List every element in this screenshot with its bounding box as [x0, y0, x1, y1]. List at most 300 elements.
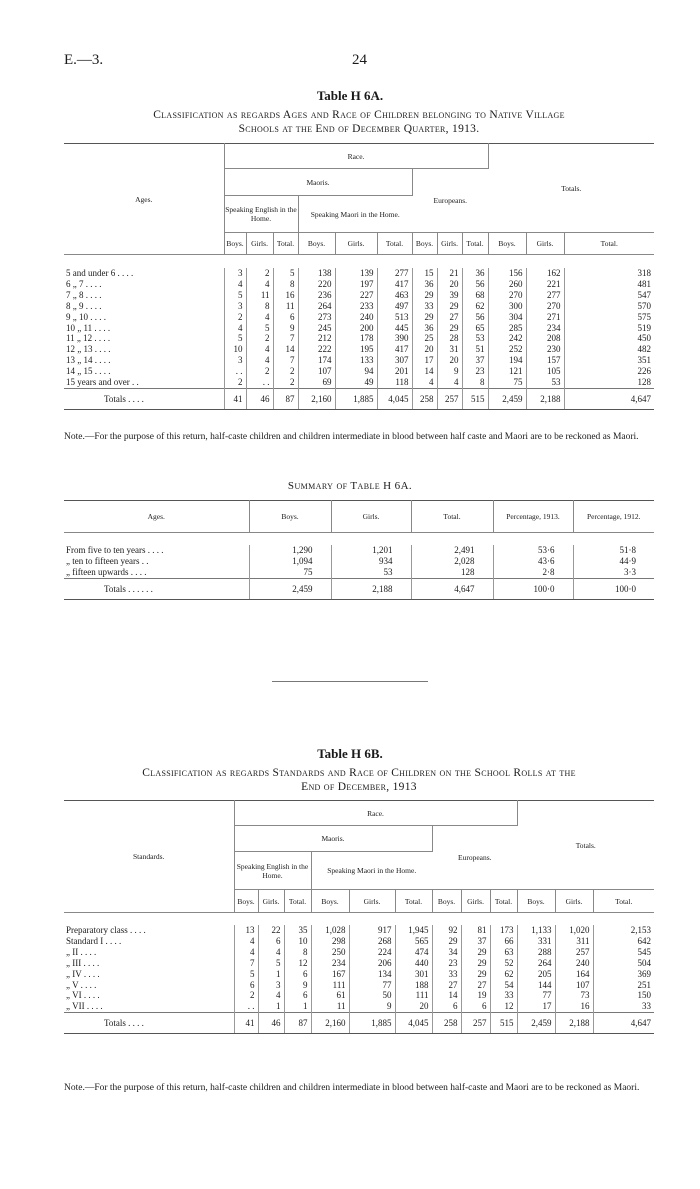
col-total: Total. — [395, 890, 432, 913]
table-cell: 37 — [462, 355, 488, 366]
table-cell: 2,153 — [630, 925, 651, 935]
totals-row — [64, 578, 654, 599]
table-cell: 5 — [273, 268, 298, 279]
row-label: „ VI . . . . — [64, 990, 234, 1001]
table-cell: 29 — [461, 958, 490, 969]
table-row — [64, 268, 654, 279]
table-cell: 73 — [555, 990, 593, 1001]
table-row — [64, 377, 654, 388]
table-cell: 4 — [246, 312, 273, 323]
table-cell: 4 — [258, 947, 284, 958]
table-cell: 65 — [462, 323, 488, 334]
table-cell: 9 — [284, 980, 311, 991]
col-race: Race. — [234, 801, 517, 826]
row-label: Standard I . . . . — [64, 936, 234, 947]
table-cell: 4 — [234, 947, 258, 958]
table-cell: 197 — [335, 279, 377, 290]
summary-title: Summary of Table H 6A. — [287, 480, 413, 492]
table-cell: 8 — [273, 279, 298, 290]
table-cell: 8 — [462, 377, 488, 388]
col-total: Total. — [411, 501, 493, 533]
table-cell: 34 — [432, 947, 461, 958]
table-cell: 1,945 — [395, 925, 432, 936]
table-cell: 133 — [335, 355, 377, 366]
table-cell: 5 — [224, 333, 246, 344]
page-header — [64, 52, 650, 72]
table-cell: 264 — [517, 958, 555, 969]
row-label: „ fifteen upwards . . . . — [64, 567, 249, 578]
summary-header — [64, 500, 654, 533]
col-girls: Girls. — [437, 233, 462, 255]
table-cell: 257 — [437, 388, 462, 409]
table-cell: 252 — [488, 344, 526, 355]
table-cell: 270 — [488, 290, 526, 301]
table-cell: 258 — [412, 388, 437, 409]
table-cell: 3 — [224, 355, 246, 366]
table-cell: 258 — [432, 1013, 461, 1034]
table-cell: 417 — [377, 344, 412, 355]
table-cell: 4 — [246, 355, 273, 366]
table-cell: 144 — [517, 980, 555, 991]
col-boys: Boys. — [234, 890, 258, 913]
row-label: Totals . . . . . . — [64, 578, 249, 599]
table-cell: 87 — [284, 1013, 311, 1034]
table-cell: 94 — [335, 366, 377, 377]
table-cell: 52 — [490, 958, 517, 969]
col-girls: Girls. — [331, 501, 411, 533]
row-label: 6 „ 7 . . . . — [64, 279, 224, 290]
table-cell: 10 — [284, 936, 311, 947]
table-cell: 174 — [298, 355, 335, 366]
table-cell: 178 — [335, 333, 377, 344]
table-cell: 29 — [437, 301, 462, 312]
table-cell: 56 — [462, 312, 488, 323]
table-cell: 233 — [335, 301, 377, 312]
table-cell: 4,647 — [411, 578, 493, 599]
table-cell: 212 — [298, 333, 335, 344]
row-label: 7 „ 8 . . . . — [64, 290, 224, 301]
table-cell: 230 — [526, 344, 564, 355]
table-cell: 36 — [462, 268, 488, 279]
table-cell: 22 — [258, 925, 284, 936]
table-cell: 257 — [555, 947, 593, 958]
table-row — [64, 545, 654, 556]
table-cell: 208 — [526, 333, 564, 344]
table-cell: 17 — [412, 355, 437, 366]
table-cell: . . — [234, 1001, 258, 1012]
table-cell: 917 — [349, 925, 395, 936]
table-cell: 4 — [234, 936, 258, 947]
table-cell: 14 — [432, 990, 461, 1001]
table-cell: 497 — [377, 301, 412, 312]
col-girls: Girls. — [526, 233, 564, 255]
table-cell: 2,491 — [411, 545, 493, 556]
table-cell: 138 — [298, 268, 335, 279]
table-cell: 301 — [395, 969, 432, 980]
table-cell: 16 — [273, 290, 298, 301]
table-cell: 118 — [377, 377, 412, 388]
table-cell: 234 — [526, 323, 564, 334]
table-cell: 369 — [637, 968, 651, 979]
table-row — [64, 355, 654, 366]
table-cell: 100·0 — [493, 578, 573, 599]
table-cell: 29 — [437, 323, 462, 334]
table-cell: 43·6 — [493, 556, 573, 567]
table-cell: 1,885 — [349, 1013, 395, 1034]
col-race: Race. — [224, 144, 488, 169]
table-cell: 29 — [432, 936, 461, 947]
table-cell: 164 — [555, 969, 593, 980]
table-cell: 260 — [488, 279, 526, 290]
table-cell: 188 — [395, 980, 432, 991]
col-speaking-maori: Speaking Maori in the Home. — [311, 852, 432, 890]
col-total: Total. — [377, 233, 412, 255]
table-row — [64, 333, 654, 344]
totals-row — [64, 388, 654, 409]
table-cell: 50 — [349, 990, 395, 1001]
row-label: 9 „ 10 . . . . — [64, 312, 224, 323]
row-label: „ VII . . . . — [64, 1001, 234, 1012]
table-cell: 162 — [526, 268, 564, 279]
table-row — [64, 1001, 654, 1012]
table-cell: 481 — [637, 278, 651, 289]
table-cell: 245 — [298, 323, 335, 334]
table-cell: 9 — [273, 323, 298, 334]
table-cell: 311 — [555, 936, 593, 947]
table-cell: 49 — [335, 377, 377, 388]
row-label: „ IV . . . . — [64, 969, 234, 980]
row-label: „ V . . . . — [64, 980, 234, 991]
col-boys: Boys. — [249, 501, 331, 533]
col-maoris: Maoris. — [224, 169, 412, 196]
col-girls: Girls. — [349, 890, 395, 913]
table-cell: 2,459 — [517, 1013, 555, 1034]
table-cell: 934 — [331, 556, 411, 567]
table-row — [64, 947, 654, 958]
table-cell: 2 — [273, 377, 298, 388]
col-total: Total. — [273, 233, 298, 255]
table-cell: 23 — [462, 366, 488, 377]
table-cell: 2 — [224, 377, 246, 388]
table-cell: 6 — [461, 1001, 490, 1012]
table-cell: 2·8 — [493, 567, 573, 578]
row-label: Preparatory class . . . . — [64, 925, 234, 936]
table-cell: 3·3 — [624, 566, 636, 577]
table-cell: 4 — [224, 323, 246, 334]
col-total: Total. — [462, 233, 488, 255]
table-cell: 2 — [273, 366, 298, 377]
table-cell: 221 — [526, 279, 564, 290]
table-cell: 75 — [488, 377, 526, 388]
table-a-header — [64, 143, 654, 255]
table-cell: 167 — [311, 969, 349, 980]
table-cell: 69 — [298, 377, 335, 388]
table-cell: 62 — [490, 969, 517, 980]
col-pct-1913: Percentage, 1913. — [493, 501, 573, 533]
col-girls: Girls. — [258, 890, 284, 913]
table-cell: 27 — [461, 980, 490, 991]
table-cell: 257 — [461, 1013, 490, 1034]
table-cell: 504 — [637, 957, 651, 968]
page-number: 24 — [352, 52, 367, 68]
table-cell: 1,133 — [517, 925, 555, 936]
table-cell: 4,045 — [395, 1013, 432, 1034]
section-divider — [272, 681, 428, 682]
table-cell: 1,020 — [555, 925, 593, 936]
table-cell: 268 — [349, 936, 395, 947]
table-cell: 575 — [637, 311, 651, 322]
table-cell: 25 — [412, 333, 437, 344]
table-cell: 4 — [258, 990, 284, 1001]
table-row — [64, 556, 654, 567]
table-cell: 4 — [437, 377, 462, 388]
col-standards: Standards. — [64, 801, 234, 913]
report-code: E.—3. — [64, 52, 104, 68]
col-ages: Ages. — [64, 501, 249, 533]
table-cell: 224 — [349, 947, 395, 958]
table-cell: 1 — [258, 1001, 284, 1012]
table-cell: 66 — [490, 936, 517, 947]
table-cell: 1 — [258, 969, 284, 980]
table-cell: 11 — [311, 1001, 349, 1012]
table-cell: 51·8 — [619, 545, 636, 555]
row-label: From five to ten years . . . . — [64, 545, 249, 556]
table-cell: 570 — [637, 300, 651, 311]
table-cell: 3 — [224, 301, 246, 312]
table-cell: 10 — [224, 344, 246, 355]
table-b-title: Table H 6B. — [317, 746, 383, 761]
table-cell: 27 — [432, 980, 461, 991]
table-cell: 8 — [284, 947, 311, 958]
table-cell: 11 — [273, 301, 298, 312]
totals-row — [64, 1013, 654, 1034]
table-cell: 642 — [637, 935, 651, 946]
table-cell: 39 — [437, 290, 462, 301]
table-cell: 29 — [461, 969, 490, 980]
table-cell: 46 — [246, 388, 273, 409]
caption-line: Schools at the End of December Quarter, 1913. — [238, 123, 480, 135]
table-cell: 20 — [412, 344, 437, 355]
table-cell: 463 — [377, 290, 412, 301]
table-cell: 331 — [517, 936, 555, 947]
table-cell: 1,094 — [249, 556, 331, 567]
table-cell: 11 — [246, 290, 273, 301]
table-cell: 201 — [377, 366, 412, 377]
table-cell: 251 — [637, 979, 651, 990]
col-boys: Boys. — [224, 233, 246, 255]
table-cell: 6 — [234, 980, 258, 991]
table-cell: 2 — [234, 990, 258, 1001]
col-total: Total. — [284, 890, 311, 913]
table-cell: 226 — [637, 366, 651, 377]
table-cell: 128 — [411, 567, 493, 578]
col-totals: Totals. — [517, 801, 654, 890]
row-label: „ II . . . . — [64, 947, 234, 958]
row-label: Totals . . . . — [64, 1013, 234, 1034]
table-cell: 194 — [488, 355, 526, 366]
table-cell: 6 — [273, 312, 298, 323]
table-cell: 139 — [335, 268, 377, 279]
table-cell: 298 — [311, 936, 349, 947]
table-cell: 318 — [637, 268, 651, 278]
table-cell: 105 — [526, 366, 564, 377]
table-row — [64, 925, 654, 936]
row-label: 15 years and over . . — [64, 377, 224, 388]
table-row — [64, 344, 654, 355]
table-cell: 234 — [311, 958, 349, 969]
table-cell: 173 — [490, 925, 517, 936]
table-cell: 35 — [284, 925, 311, 936]
caption-line: Classification as regards Ages and Race of Children belonging to Native Village — [153, 109, 565, 121]
col-boys: Boys. — [432, 890, 461, 913]
table-row — [64, 301, 654, 312]
table-cell: 4,647 — [564, 388, 654, 409]
table-cell: 6 — [258, 936, 284, 947]
col-pct-1912: Percentage, 1912. — [573, 501, 654, 533]
row-label: „ ten to fifteen years . . — [64, 556, 249, 567]
table-cell: 277 — [377, 268, 412, 279]
caption-line: Classification as regards Standards and Race of Children on the School Rolls at the — [142, 767, 576, 779]
table-cell: 100·0 — [573, 578, 654, 599]
table-cell: 68 — [462, 290, 488, 301]
col-boys: Boys. — [311, 890, 349, 913]
table-a-note: Note.—For the purpose of this return, half-caste children and children intermediate in blood between half caste and Maori are to be reckoned as Maori. — [64, 432, 639, 442]
table-cell: 27 — [437, 312, 462, 323]
table-cell: 242 — [488, 333, 526, 344]
table-cell: 9 — [349, 1001, 395, 1012]
table-cell: 16 — [555, 1001, 593, 1012]
row-label: 8 „ 9 . . . . — [64, 301, 224, 312]
table-cell: 111 — [311, 980, 349, 991]
row-label: 12 „ 13 . . . . — [64, 344, 224, 355]
table-cell: 565 — [395, 936, 432, 947]
col-speaking-english: Speaking English in the Home. — [234, 852, 311, 890]
table-cell: 8 — [246, 301, 273, 312]
table-row — [64, 366, 654, 377]
table-cell: 29 — [461, 947, 490, 958]
table-cell: 4 — [224, 279, 246, 290]
table-cell: 7 — [234, 958, 258, 969]
table-cell: 12 — [284, 958, 311, 969]
table-row — [64, 958, 654, 969]
table-cell: 36 — [412, 323, 437, 334]
table-cell: 515 — [490, 1013, 517, 1034]
table-cell: 14 — [412, 366, 437, 377]
row-label: Totals . . . . — [64, 388, 224, 409]
row-label: 14 „ 15 . . . . — [64, 366, 224, 377]
table-cell: 240 — [335, 312, 377, 323]
table-cell: 1,201 — [331, 545, 411, 556]
table-cell: 206 — [349, 958, 395, 969]
table-a-caption — [64, 108, 654, 136]
table-cell: 2,188 — [331, 578, 411, 599]
table-cell: 2,160 — [311, 1013, 349, 1034]
table-cell: 29 — [412, 312, 437, 323]
table-a-body — [64, 268, 654, 410]
table-cell: 474 — [395, 947, 432, 958]
table-cell: 545 — [637, 946, 651, 957]
table-cell: 6 — [284, 990, 311, 1001]
col-totals: Totals. — [488, 144, 654, 233]
table-cell: . . — [224, 366, 246, 377]
col-speaking-english: Speaking English in the Home. — [224, 196, 298, 233]
table-cell: 240 — [555, 958, 593, 969]
table-cell: 128 — [637, 377, 651, 388]
col-girls: Girls. — [461, 890, 490, 913]
table-cell: 307 — [377, 355, 412, 366]
table-row — [64, 323, 654, 334]
table-cell: 21 — [437, 268, 462, 279]
table-cell: 12 — [490, 1001, 517, 1012]
table-cell: 390 — [377, 333, 412, 344]
table-cell: 134 — [349, 969, 395, 980]
table-a-title: Table H 6A. — [316, 88, 384, 103]
table-row — [64, 936, 654, 947]
table-cell: 51 — [462, 344, 488, 355]
table-cell: 227 — [335, 290, 377, 301]
table-cell: 236 — [298, 290, 335, 301]
table-cell: 33 — [432, 969, 461, 980]
table-cell: 31 — [437, 344, 462, 355]
table-cell: 13 — [234, 925, 258, 936]
table-cell: 150 — [637, 990, 651, 1001]
table-cell: 270 — [526, 301, 564, 312]
col-girls: Girls. — [335, 233, 377, 255]
table-cell: 28 — [437, 333, 462, 344]
table-cell: 4,647 — [593, 1013, 654, 1034]
table-b-note: Note.—For the purpose of this return, half-caste children and children intermediate in blood between half-caste and Maori are to be reckoned as Maori. — [64, 1083, 640, 1093]
table-cell: 417 — [377, 279, 412, 290]
table-b-header — [64, 800, 654, 913]
table-cell: 513 — [377, 312, 412, 323]
table-cell: 4 — [246, 344, 273, 355]
row-label: „ III . . . . — [64, 958, 234, 969]
table-cell: 4 — [246, 279, 273, 290]
table-cell: 222 — [298, 344, 335, 355]
col-boys: Boys. — [412, 233, 437, 255]
table-cell: 445 — [377, 323, 412, 334]
table-row — [64, 980, 654, 991]
table-cell: 2 — [224, 312, 246, 323]
table-cell: 33 — [490, 990, 517, 1001]
row-label: 13 „ 14 . . . . — [64, 355, 224, 366]
table-cell: 7 — [273, 333, 298, 344]
table-cell: 77 — [517, 990, 555, 1001]
table-cell: 107 — [555, 980, 593, 991]
table-cell: 5 — [234, 969, 258, 980]
table-cell: 92 — [432, 925, 461, 936]
table-cell: 81 — [461, 925, 490, 936]
table-cell: 250 — [311, 947, 349, 958]
row-label: 10 „ 11 . . . . — [64, 323, 224, 334]
table-cell: 205 — [517, 969, 555, 980]
col-girls: Girls. — [246, 233, 273, 255]
table-cell: 20 — [437, 279, 462, 290]
table-cell: 20 — [437, 355, 462, 366]
table-cell: 277 — [526, 290, 564, 301]
table-cell: 17 — [517, 1001, 555, 1012]
table-cell: 2,188 — [555, 1013, 593, 1034]
table-cell: 547 — [637, 289, 651, 300]
table-cell: 62 — [462, 301, 488, 312]
table-cell: . . — [246, 377, 273, 388]
table-cell: 515 — [462, 388, 488, 409]
table-cell: 1,290 — [249, 545, 331, 556]
table-cell: 29 — [412, 290, 437, 301]
table-cell: 200 — [335, 323, 377, 334]
table-cell: 53 — [526, 377, 564, 388]
table-cell: 77 — [349, 980, 395, 991]
